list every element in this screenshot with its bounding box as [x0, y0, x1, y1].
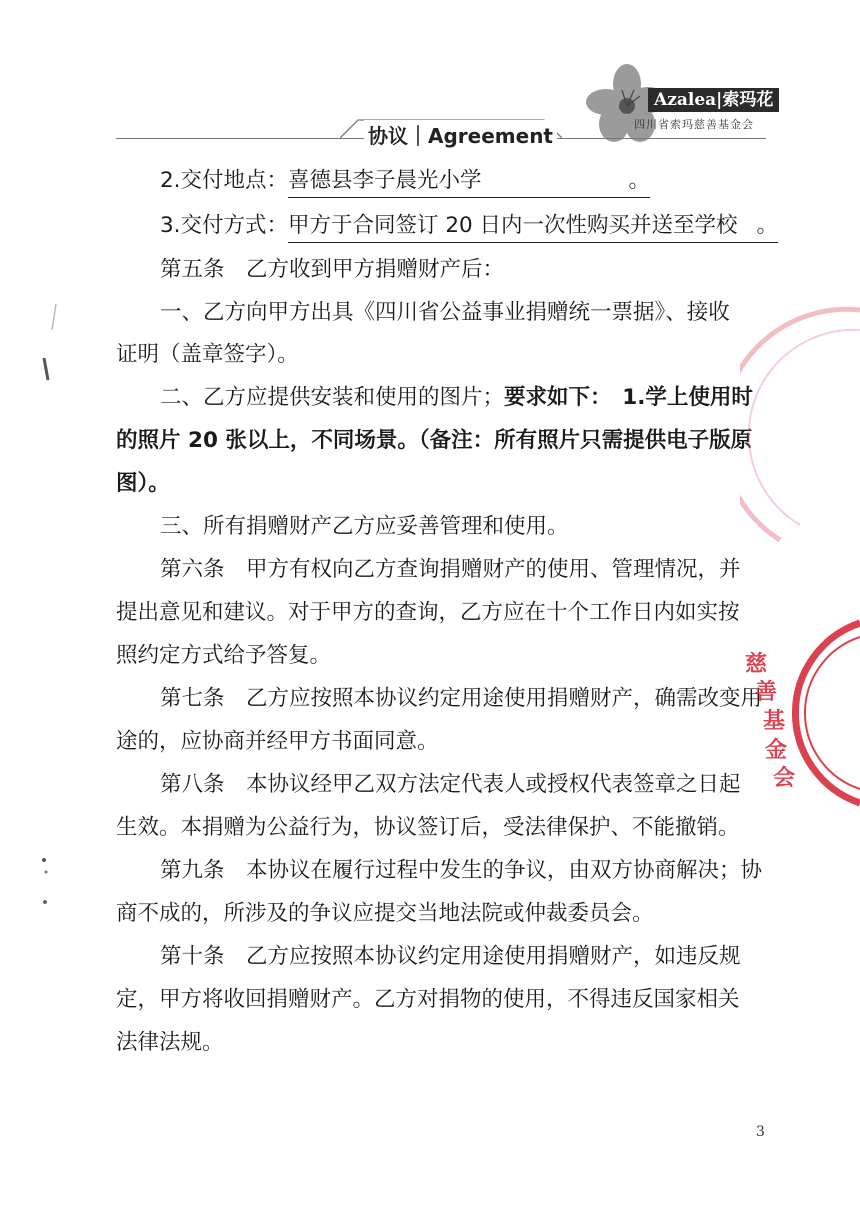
delivery-method-field	[288, 211, 778, 243]
delivery-method-value: 甲方于合同签订 20 日内一次性购买并送至学校	[288, 213, 738, 238]
article-9-line-2: 商不成的，所涉及的争议应提交当地法院或仲裁委员会。	[116, 901, 654, 926]
delivery-location-label: 2.交付地点：	[160, 168, 289, 193]
clause-5-2-line-3: 图）。	[116, 471, 170, 496]
seal-char-3: 基	[763, 708, 786, 734]
delivery-location-field	[288, 166, 650, 198]
faint-seal-top	[740, 300, 860, 560]
clause-5-1-line-2: 证明（盖章签字）。	[116, 342, 299, 367]
foundation-logo	[582, 62, 778, 154]
delivery-location-end: 。	[628, 168, 651, 193]
brand-name: Azalea|索玛花	[648, 88, 779, 112]
page-number: 3	[756, 1124, 765, 1140]
clause-5-2-requirement: 要求如下： 1.学上使用时	[504, 385, 753, 410]
seal-char-4: 金	[765, 737, 788, 763]
delivery-location-value: 喜德县李子晨光小学	[288, 168, 482, 193]
delivery-location-line	[160, 166, 650, 198]
article-6-line-1: 第六条 甲方有权向乙方查询捐赠财产的使用、管理情况，并	[160, 557, 741, 582]
article-6-line-3: 照约定方式给予答复。	[116, 643, 332, 668]
clause-5-2-text: 二、乙方应提供安装和使用的图片；	[160, 385, 505, 410]
seal-char-2: 善	[755, 679, 778, 705]
clause-5-1-line-1: 一、乙方向甲方出具《四川省公益事业捐赠统一票据》、接收	[160, 300, 730, 325]
article-5-heading: 第五条 乙方收到甲方捐赠财产后：	[160, 257, 505, 282]
foundation-seal	[735, 615, 860, 810]
article-6-line-2: 提出意见和建议。对于甲方的查询，乙方应在十个工作日内如实按	[116, 600, 740, 625]
seal-char-5: 会	[773, 765, 796, 791]
article-10-line-2: 定，甲方将收回捐赠财产。乙方对捐物的使用，不得违反国家相关	[116, 987, 740, 1012]
article-8-line-2: 生效。本捐赠为公益行为，协议签订后，受法律保护、不能撤销。	[116, 815, 740, 840]
article-7-line-2: 途的，应协商并经甲方书面同意。	[116, 729, 439, 754]
article-9-line-1: 第九条 本协议在履行过程中发生的争议，由双方协商解决；协	[160, 858, 763, 883]
clause-5-2-line-1	[160, 383, 753, 413]
delivery-method-end: 。	[756, 213, 779, 238]
scan-mark-lower	[36, 852, 56, 912]
foundation-name: 四川省索玛慈善基金会	[634, 118, 754, 131]
scan-mark-upper	[34, 300, 64, 390]
clause-5-3: 三、所有捐赠财产乙方应妥善管理和使用。	[160, 514, 569, 539]
seal-char-1: 慈	[745, 651, 768, 677]
delivery-method-label: 3.交付方式：	[160, 213, 289, 238]
article-10-line-1: 第十条 乙方应按照本协议约定用途使用捐赠财产，如违反规	[160, 944, 741, 969]
article-10-line-3: 法律法规。	[116, 1030, 224, 1055]
clause-5-2-line-2: 的照片 20 张以上，不同场景。（备注：所有照片只需提供电子版原	[116, 428, 753, 453]
article-8-line-1: 第八条 本协议经甲乙双方法定代表人或授权代表签章之日起	[160, 772, 741, 797]
document-title: 协议｜Agreement	[364, 120, 557, 149]
delivery-method-line	[160, 211, 778, 243]
article-7-line-1: 第七条 乙方应按照本协议约定用途使用捐赠财产，确需改变用	[160, 686, 763, 711]
